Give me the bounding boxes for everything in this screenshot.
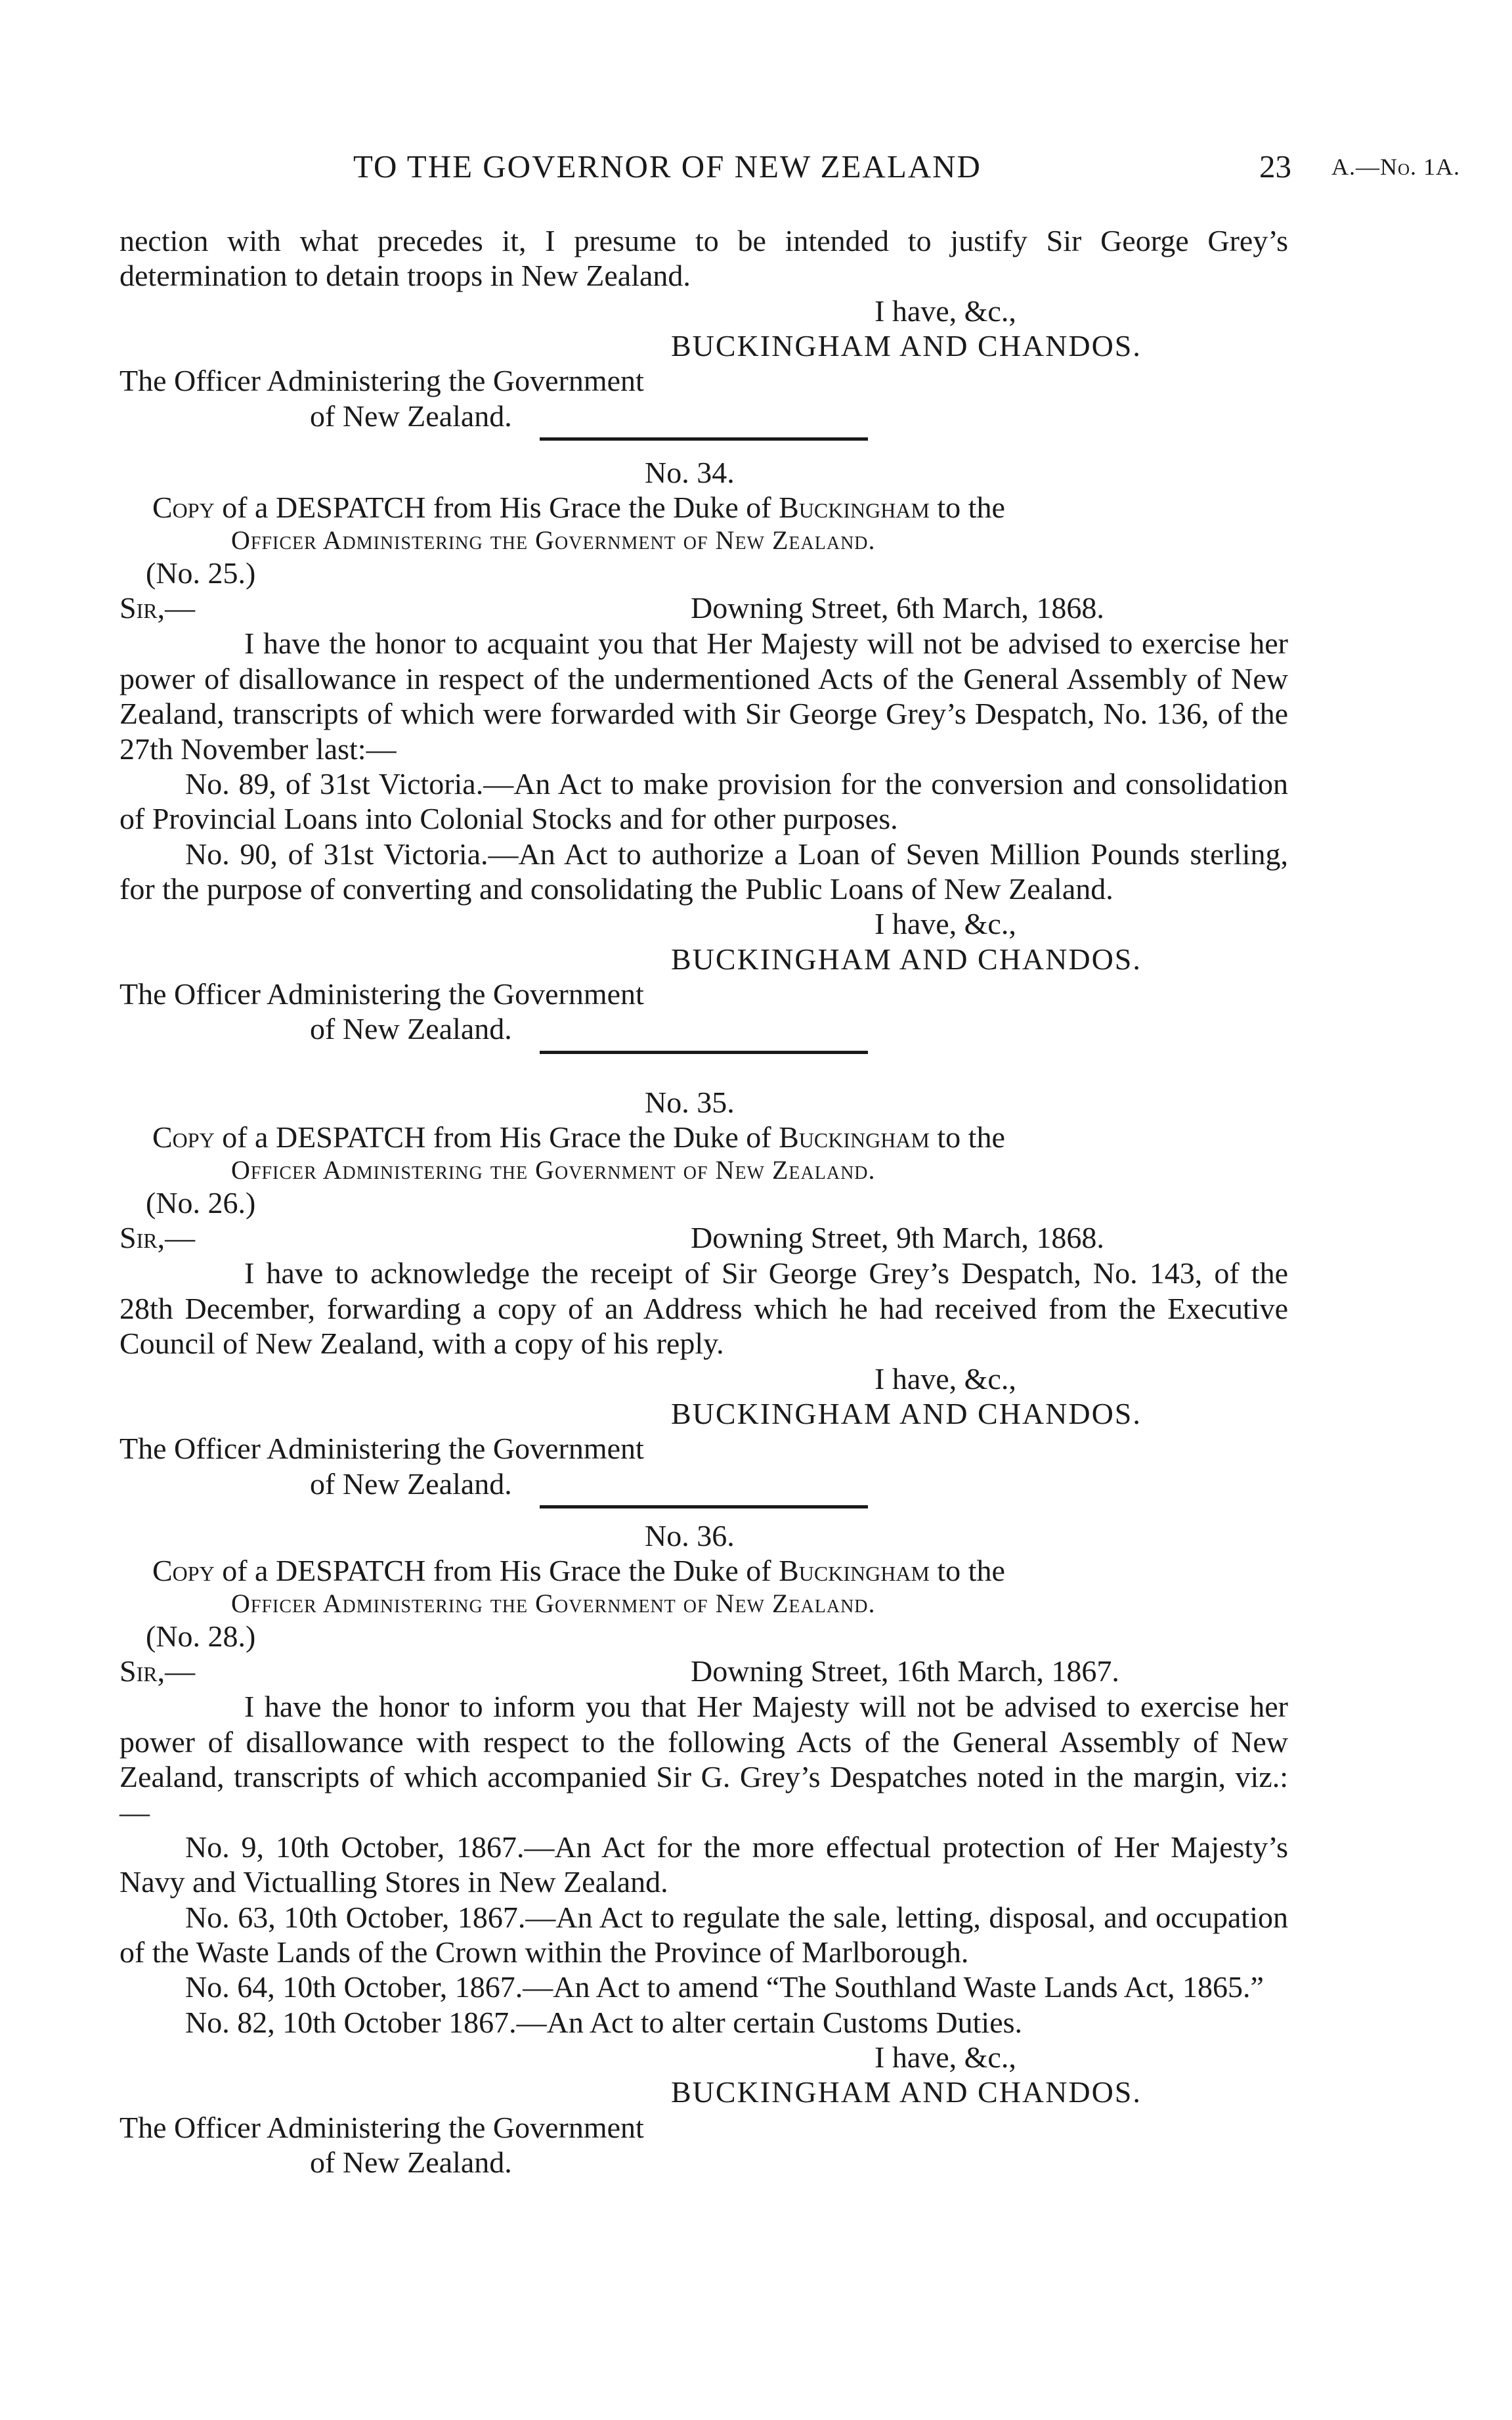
section-divider [540,1051,868,1054]
despatch-body: I have to acknowledge the receipt of Sir George Grey’s Despatch, No. 143, of the 28th December, forwarding a copy of an Address which he had received from the Executive Council of New Zealand, with a copy of his reply. [119,1256,1288,1361]
closing: I have, &c., [875,1361,1016,1396]
heading-suffix: to the [937,1120,1005,1155]
heading-suffix: to the [937,491,1005,525]
salutation: Sir,— [119,591,196,625]
copy-label: Copy [152,1120,215,1155]
section-divider [540,437,868,441]
document-reference: A.—No. 1A. [1331,154,1461,180]
despatch-body: I have the honor to inform you that Her Majesty will not be advised to exercise her power of disallowance with respect to the following Acts of the General Assembly of New Zealand, transcripts of which accompanied Sir G. Grey’s Despatches noted in the margin, viz.:— [119,1690,1288,1829]
act-item: No. 89, of 31st Victoria.—An Act to make provision for the conversion and consolidation of Provincial Loans into Colonial Stocks and for other purposes. [119,766,1288,836]
intro-section [119,223,1288,455]
despatch-34 [119,455,1288,1068]
act-item: No. 82, 10th October 1867.—An Act to alter certain Customs Duties. [185,2005,1023,2039]
salutation: Sir,— [119,1221,196,1255]
heading-name: Buckingham [779,491,930,525]
place-date: Downing Street, 16th March, 1867. [691,1654,1119,1688]
section-divider [540,1505,868,1508]
addressee-line-2: of New Zealand. [310,1466,512,1501]
act-item: No. 64, 10th October, 1867.—An Act to amend “The Southland Waste Lands Act, 1865.” [185,1970,1264,2004]
closing: I have, &c., [875,907,1016,941]
despatch-heading [152,1553,1288,1588]
running-title: TO THE GOVERNOR OF NEW ZEALAND [353,148,982,185]
salutation-row [119,590,1288,626]
despatch-35 [119,1085,1288,1523]
signature: BUCKINGHAM AND CHANDOS. [671,942,1142,976]
heading-text: of a DESPATCH from His Grace the Duke of [222,1554,771,1588]
addressee-line-1: The Officer Administering the Government [119,977,644,1011]
despatch-recipient: Officer Administering the Government of New Zealand. [231,1588,876,1618]
despatch-recipient: Officer Administering the Government of New Zealand. [231,1155,876,1185]
closing: I have, &c., [875,2040,1016,2075]
heading-text: of a DESPATCH from His Grace the Duke of [222,1120,771,1155]
despatch-label: (No. 28.) [146,1619,256,1654]
act-item: No. 63, 10th October, 1867.—An Act to regulate the sale, letting, disposal, and occupation of the Waste Lands of the Crown within the Province of Marlborough. [119,1900,1288,1969]
act-item: No. 9, 10th October, 1867.—An Act for the more effectual protection of Her Majesty’s Navy and Victualling Stores in New Zealand. [119,1830,1288,1899]
act-item: No. 90, of 31st Victoria.—An Act to authorize a Loan of Seven Million Pounds sterling, for the purpose of converting and consolidating the Public Loans of New Zealand. [119,837,1288,906]
despatch-heading [152,490,1288,525]
closing: I have, &c., [875,294,1016,328]
intro-text: nection with what precedes it, I presume to be intended to justify Sir George Grey’s determination to detain troops in New Zealand. [119,224,1288,293]
despatch-label: (No. 25.) [146,556,256,590]
copy-label: Copy [152,491,215,525]
addressee-line-2: of New Zealand. [310,399,512,433]
heading-text: of a DESPATCH from His Grace the Duke of [222,491,771,525]
place-date: Downing Street, 6th March, 1868. [691,591,1104,625]
addressee-line-2: of New Zealand. [310,1012,512,1046]
heading-suffix: to the [937,1554,1005,1588]
addressee-line-1: The Officer Administering the Government [119,2110,644,2144]
addressee-line-1: The Officer Administering the Government [119,1432,644,1466]
place-date: Downing Street, 9th March, 1868. [691,1221,1104,1255]
page-header [0,148,1512,188]
salutation: Sir,— [119,1654,196,1688]
addressee-line-1: The Officer Administering the Government [119,364,644,398]
addressee-line-2: of New Zealand. [310,2145,512,2180]
heading-name: Buckingham [779,1120,930,1155]
despatch-label: (No. 26.) [146,1186,256,1220]
despatch-36 [119,1518,1288,2180]
heading-name: Buckingham [779,1554,930,1588]
copy-label: Copy [152,1554,215,1588]
despatch-heading [152,1120,1288,1155]
despatch-recipient: Officer Administering the Government of New Zealand. [231,525,876,555]
salutation-row [119,1220,1288,1256]
despatch-body: I have the honor to acquaint you that Her Majesty will not be advised to exercise her power of disallowance in respect of the undermentioned Acts of the General Assembly of New Zealand, transcripts of which were forwarded with Sir George Grey’s Despatch, No. 136, of the 27th November last:— [119,627,1288,766]
despatch-number: No. 34. [645,456,735,489]
page-number: 23 [1259,148,1291,185]
salutation-row [119,1654,1288,1689]
signature: BUCKINGHAM AND CHANDOS. [671,329,1142,363]
signature: BUCKINGHAM AND CHANDOS. [671,1396,1142,1430]
signature: BUCKINGHAM AND CHANDOS. [671,2075,1142,2109]
despatch-number: No. 35. [645,1086,735,1119]
despatch-number: No. 36. [645,1519,735,1552]
